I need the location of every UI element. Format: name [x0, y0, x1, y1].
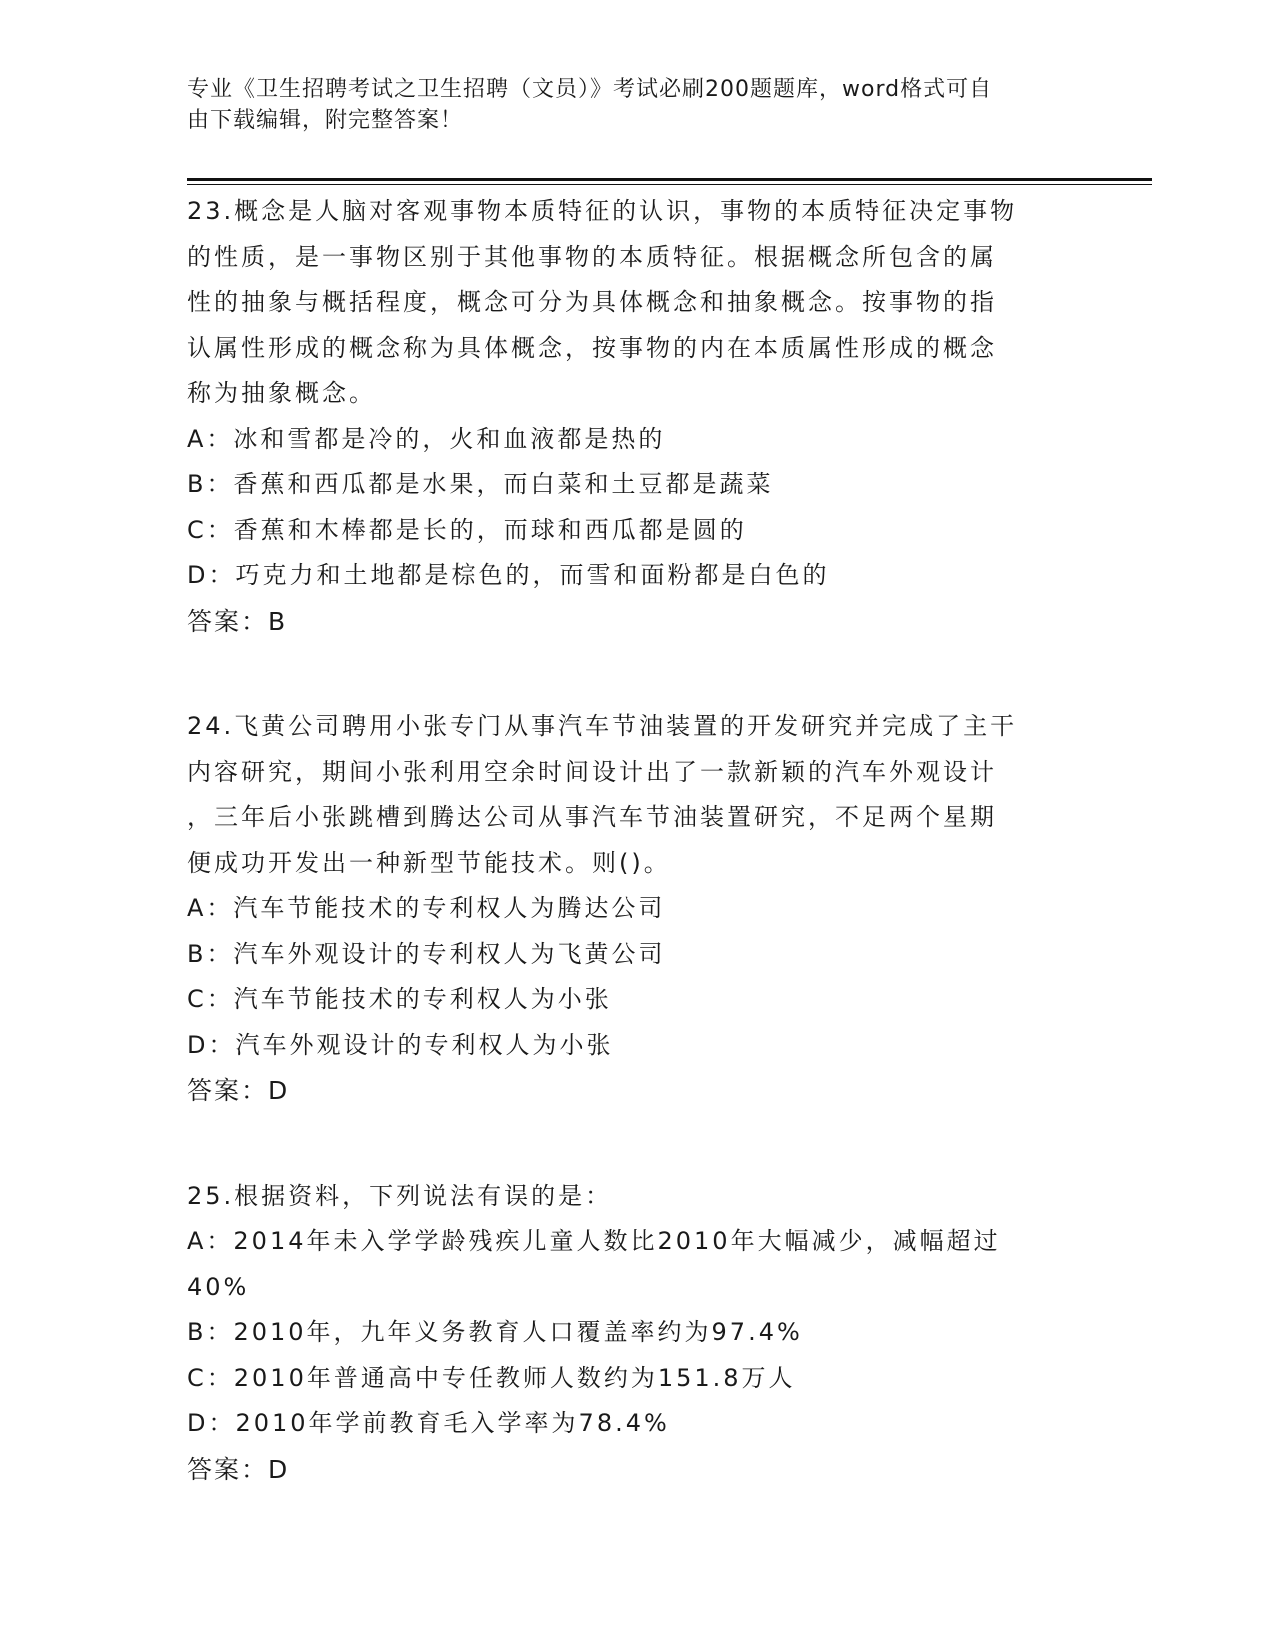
question-24	[187, 704, 1087, 1114]
answer-line: 答案：D	[187, 1076, 290, 1105]
header-divider-thick	[187, 178, 1152, 181]
header-line-1: 专业《卫生招聘考试之卫生招聘（文员）》考试必刷200题题库，word格式可自	[187, 77, 993, 102]
question-stem-line: 内容研究，期间小张利用空余时间设计出了一款新颖的汽车外观设计	[187, 757, 997, 786]
option-c: C：香蕉和木棒都是长的，而球和西瓜都是圆的	[187, 515, 747, 544]
option-a: A：2014年未入学学龄残疾儿童人数比2010年大幅减少，减幅超过	[187, 1227, 1001, 1255]
option-b: B：2010年，九年义务教育人口覆盖率约为97.4%	[187, 1318, 803, 1346]
option-d: D：2010年学前教育毛入学率为78.4%	[187, 1409, 670, 1437]
answer-line: 答案：B	[187, 606, 288, 636]
question-stem-line: 性的抽象与概括程度，概念可分为具体概念和抽象概念。按事物的指	[187, 288, 997, 316]
question-stem-line: 23.概念是人脑对客观事物本质特征的认识，事物的本质特征决定事物	[187, 197, 1018, 225]
option-a: A：冰和雪都是冷的，火和血液都是热的	[187, 424, 666, 453]
question-stem-line: 24.飞黄公司聘用小张专门从事汽车节油装置的开发研究并完成了主干	[187, 712, 1018, 740]
header-line-2: 由下载编辑，附完整答案！	[187, 108, 464, 133]
question-stem-line: 便成功开发出一种新型节能技术。则()。	[187, 848, 671, 877]
question-stem-line: 25.根据资料，下列说法有误的是：	[187, 1181, 613, 1210]
option-a-continuation: 40%	[187, 1272, 250, 1301]
question-23	[187, 189, 1087, 644]
question-25	[187, 1174, 1087, 1493]
option-d: D：汽车外观设计的专利权人为小张	[187, 1030, 614, 1059]
question-stem-line: 的性质，是一事物区别于其他事物的本质特征。根据概念所包含的属	[187, 242, 997, 271]
answer-line: 答案：D	[187, 1454, 290, 1484]
question-stem-line: 认属性形成的概念称为具体概念，按事物的内在本质属性形成的概念	[187, 333, 997, 362]
question-stem-line: ，三年后小张跳槽到腾达公司从事汽车节油装置研究，不足两个星期	[187, 803, 997, 831]
option-b: B：汽车外观设计的专利权人为飞黄公司	[187, 939, 666, 968]
option-c: C：汽车节能技术的专利权人为小张	[187, 985, 612, 1013]
question-stem-line: 称为抽象概念。	[187, 379, 376, 407]
option-c: C：2010年普通高中专任教师人数约为151.8万人	[187, 1363, 796, 1392]
header-divider-thin	[187, 184, 1152, 185]
document-header	[187, 74, 1067, 136]
option-b: B：香蕉和西瓜都是水果，而白菜和土豆都是蔬菜	[187, 470, 774, 498]
option-d: D：巧克力和土地都是棕色的，而雪和面粉都是白色的	[187, 561, 830, 589]
question-list	[187, 189, 1087, 1552]
option-a: A：汽车节能技术的专利权人为腾达公司	[187, 894, 666, 922]
